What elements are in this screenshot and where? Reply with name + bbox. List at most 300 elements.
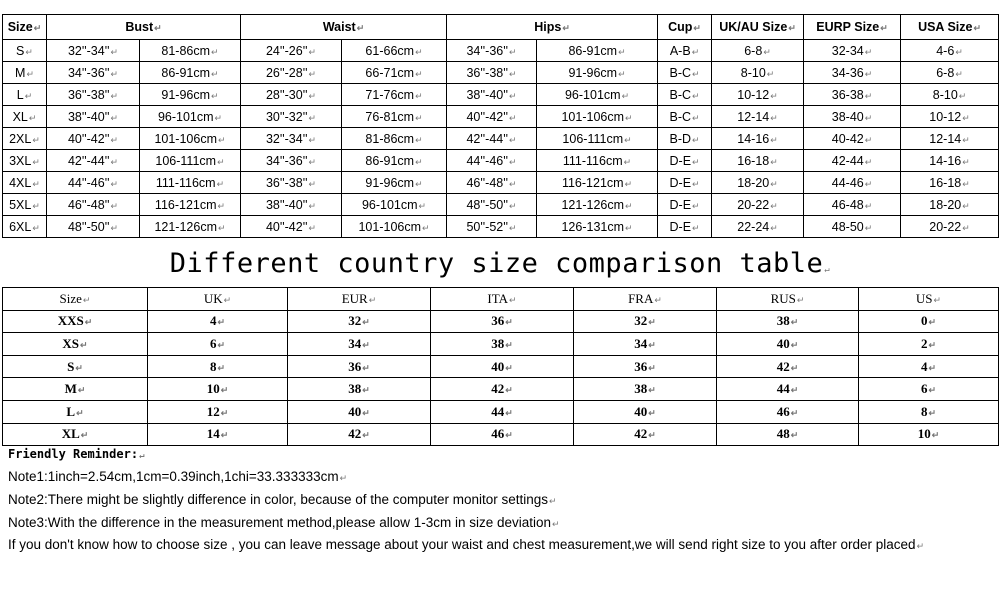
table-cell <box>3 128 47 150</box>
table-cell-text: 4 <box>209 313 217 329</box>
paragraph-mark: ↵ <box>931 430 940 441</box>
table-cell <box>712 216 804 238</box>
paragraph-mark: ↵ <box>692 222 700 233</box>
table-cell <box>574 423 717 446</box>
table-row <box>3 216 999 238</box>
table-cell <box>342 216 447 238</box>
table-cell-text: 81-86cm <box>161 43 211 58</box>
header-waist <box>241 15 447 40</box>
table-cell <box>712 62 804 84</box>
table-cell <box>3 400 148 423</box>
paragraph-mark: ↵ <box>692 178 700 189</box>
table-cell <box>288 355 431 378</box>
header-eur <box>288 288 431 311</box>
table-row <box>3 128 999 150</box>
table-cell-text: 101-106cm <box>358 219 422 234</box>
table-cell-text: 61-66cm <box>365 43 415 58</box>
table-cell <box>47 150 140 172</box>
table-cell-text: 0 <box>920 313 928 329</box>
paragraph-mark: ↵ <box>624 178 633 189</box>
table-cell-text: 18-20 <box>929 197 962 212</box>
table-cell-text: 14-16 <box>929 153 962 168</box>
table-cell <box>901 194 999 216</box>
paragraph-mark: ↵ <box>509 294 517 305</box>
table-cell <box>658 216 712 238</box>
table-cell <box>140 84 241 106</box>
table-cell <box>804 150 901 172</box>
table-cell <box>342 150 447 172</box>
paragraph-mark: ↵ <box>962 222 970 233</box>
table-cell-text: 18-20 <box>737 175 770 190</box>
paragraph-mark: ↵ <box>308 90 317 101</box>
table-cell <box>3 310 148 333</box>
table-cell <box>288 378 431 401</box>
paragraph-mark: ↵ <box>625 222 633 233</box>
paragraph-mark: ↵ <box>790 317 799 328</box>
paragraph-mark: ↵ <box>362 430 370 441</box>
table-cell <box>804 172 901 194</box>
table-cell <box>447 84 537 106</box>
table-cell <box>537 128 658 150</box>
paragraph-mark: ↵ <box>80 339 88 350</box>
table-cell-text: 38''-40'' <box>466 87 509 102</box>
header-usa-size <box>901 15 999 40</box>
paragraph-mark: ↵ <box>864 68 873 79</box>
table-cell-text: 34-36 <box>831 65 864 80</box>
table-cell <box>431 400 574 423</box>
table-cell <box>859 355 999 378</box>
paragraph-mark: ↵ <box>618 46 626 57</box>
table-cell <box>537 150 658 172</box>
table-cell-text: 40 <box>776 335 790 351</box>
paragraph-mark: ↵ <box>790 407 799 418</box>
table-cell-text: 96-101cm <box>361 197 418 212</box>
table-cell-text: S <box>16 43 25 58</box>
table-cell-text: 6XL <box>9 219 32 234</box>
table-cell-text: 101-106cm <box>154 131 217 146</box>
header-uk <box>148 288 288 311</box>
table-cell-text: 38 <box>491 335 505 351</box>
table-cell <box>712 106 804 128</box>
table-cell <box>712 172 804 194</box>
table-cell-text: 48''-50'' <box>466 197 509 212</box>
paragraph-mark: ↵ <box>110 90 119 101</box>
table-cell <box>804 84 901 106</box>
paragraph-mark: ↵ <box>308 134 317 145</box>
table-cell <box>447 172 537 194</box>
table-cell-text: 40 <box>348 403 362 419</box>
paragraph-mark: ↵ <box>415 68 423 79</box>
table-cell <box>901 128 999 150</box>
table-cell <box>447 106 537 128</box>
paragraph-mark: ↵ <box>110 68 119 79</box>
paragraph-mark: ↵ <box>880 23 888 33</box>
header-us <box>859 288 999 311</box>
table-cell-text: 38 <box>776 313 790 329</box>
paragraph-mark: ↵ <box>28 112 37 123</box>
table-cell <box>3 150 47 172</box>
table-cell-text: 42 <box>348 426 362 442</box>
table-cell-text: B-C <box>669 109 692 124</box>
paragraph-mark: ↵ <box>692 112 700 123</box>
table-cell-text: 48-50 <box>831 219 864 234</box>
table-cell-text: 42 <box>634 426 648 442</box>
paragraph-mark: ↵ <box>110 200 119 211</box>
table-cell-text: XS <box>62 335 80 351</box>
table-cell <box>717 355 859 378</box>
paragraph-mark: ↵ <box>509 68 517 79</box>
table-cell-text: D-E <box>669 175 692 190</box>
paragraph-mark: ↵ <box>362 362 370 373</box>
paragraph-mark: ↵ <box>509 46 517 57</box>
table-cell <box>148 310 288 333</box>
table-cell <box>717 423 859 446</box>
paragraph-mark: ↵ <box>216 178 225 189</box>
table-cell-text: 106-111cm <box>562 131 624 146</box>
paragraph-mark: ↵ <box>648 317 656 328</box>
paragraph-mark: ↵ <box>26 68 34 79</box>
table-row <box>3 355 999 378</box>
table-cell <box>901 106 999 128</box>
table-row <box>3 310 999 333</box>
paragraph-mark: ↵ <box>84 317 93 328</box>
table-cell-text: 38''-40'' <box>265 197 308 212</box>
paragraph-mark: ↵ <box>770 178 778 189</box>
table-cell-text: S <box>67 358 75 374</box>
paragraph-mark: ↵ <box>509 200 517 211</box>
paragraph-mark: ↵ <box>766 68 775 79</box>
table-cell-text: 38 <box>348 381 362 397</box>
header-uk-text: UK <box>203 290 223 306</box>
table-row <box>3 40 999 62</box>
paragraph-mark: ↵ <box>692 134 700 145</box>
table-cell-text: 96-101cm <box>564 87 621 102</box>
table-cell-text: 44 <box>491 403 505 419</box>
paragraph-mark: ↵ <box>692 90 700 101</box>
table-cell <box>574 378 717 401</box>
table-cell <box>3 333 148 356</box>
table-cell <box>140 216 241 238</box>
paragraph-mark: ↵ <box>623 156 632 167</box>
paragraph-mark: ↵ <box>624 134 632 145</box>
table-cell-text: D-E <box>669 197 692 212</box>
table-cell-text: 8-10 <box>740 65 766 80</box>
paragraph-mark: ↵ <box>415 112 423 123</box>
table-cell <box>241 150 342 172</box>
table-cell <box>3 355 148 378</box>
header-hips <box>447 15 658 40</box>
table-cell-text: 91-96cm <box>568 65 618 80</box>
paragraph-mark: ↵ <box>368 294 377 305</box>
table-cell-text: 10-12 <box>929 109 962 124</box>
table-cell-text: B-C <box>669 87 692 102</box>
table-cell <box>658 40 712 62</box>
table-cell-text: XL <box>12 109 28 124</box>
table-cell-text: 42''-44'' <box>67 153 110 168</box>
table-cell <box>431 378 574 401</box>
table-cell-text: B-C <box>669 65 692 80</box>
paragraph-mark: ↵ <box>362 385 370 396</box>
paragraph-mark: ↵ <box>110 178 119 189</box>
table-cell <box>717 400 859 423</box>
paragraph-mark: ↵ <box>110 134 119 145</box>
paragraph-mark: ↵ <box>824 265 831 275</box>
paragraph-mark: ↵ <box>422 222 430 233</box>
table-cell <box>3 84 47 106</box>
table-cell-text: 46''-48'' <box>67 197 110 212</box>
paragraph-mark: ↵ <box>790 385 799 396</box>
paragraph-mark: ↵ <box>217 156 225 167</box>
paragraph-mark: ↵ <box>962 200 970 211</box>
paragraph-mark: ↵ <box>211 90 219 101</box>
table-cell <box>288 333 431 356</box>
table-cell-text: D-E <box>669 219 692 234</box>
table-cell <box>3 423 148 446</box>
table-cell-text: 42 <box>491 381 505 397</box>
table-cell-text: 8 <box>209 358 217 374</box>
table-cell-text: 86-91cm <box>365 153 415 168</box>
paragraph-mark: ↵ <box>962 112 970 123</box>
paragraph-mark: ↵ <box>928 407 937 418</box>
paragraph-mark: ↵ <box>691 46 700 57</box>
paragraph-mark: ↵ <box>415 46 423 57</box>
header-bust-text: Bust <box>125 20 154 34</box>
table-cell-text: 4 <box>920 358 928 374</box>
table-cell-text: XL <box>61 426 80 442</box>
table-cell-text: 8-10 <box>932 87 958 102</box>
paragraph-mark: ↵ <box>864 200 873 211</box>
table-cell-text: 32-34 <box>831 43 864 58</box>
table-cell <box>804 128 901 150</box>
table-cell-text: 28''-30'' <box>265 87 308 102</box>
paragraph-mark: ↵ <box>82 294 91 305</box>
table-cell-text: A-B <box>669 43 691 58</box>
paragraph-mark: ↵ <box>110 112 119 123</box>
table-cell-text: 44''-46'' <box>466 153 509 168</box>
note-4: If you don't know how to choose size , you can leave message about your waist and chest measurement,we will send right size to you after order placed <box>8 537 916 552</box>
comparison-table <box>2 287 999 446</box>
table-cell-text: 66-71cm <box>365 65 415 80</box>
paragraph-mark: ↵ <box>621 90 630 101</box>
table-cell <box>804 106 901 128</box>
paragraph-mark: ↵ <box>214 112 223 123</box>
paragraph-mark: ↵ <box>654 294 662 305</box>
table-row <box>3 194 999 216</box>
paragraph-mark: ↵ <box>32 156 40 167</box>
paragraph-mark: ↵ <box>928 339 937 350</box>
table-cell <box>859 378 999 401</box>
table-cell <box>140 128 241 150</box>
table-cell <box>574 400 717 423</box>
table-cell-text: 126-131cm <box>561 219 625 234</box>
table-cell-text: 46''-48'' <box>466 175 509 190</box>
table-cell <box>859 310 999 333</box>
paragraph-mark: ↵ <box>415 134 423 145</box>
paragraph-mark: ↵ <box>308 68 317 79</box>
table-cell <box>859 423 999 446</box>
table-cell-text: 16-18 <box>737 153 770 168</box>
header-eur-text: EUR <box>341 290 368 306</box>
table-cell <box>658 194 712 216</box>
paragraph-mark: ↵ <box>625 112 633 123</box>
table-cell <box>717 378 859 401</box>
table-cell-text: D-E <box>669 153 692 168</box>
table-cell-text: 6 <box>209 335 217 351</box>
table-cell <box>148 333 288 356</box>
table-cell-text: 3XL <box>9 153 32 168</box>
table-cell-text: 38-40 <box>831 109 864 124</box>
table-cell-text: 2 <box>920 335 928 351</box>
comparison-header-row <box>3 288 999 311</box>
paragraph-mark: ↵ <box>25 46 33 57</box>
header-uk-au-size-text: UK/AU Size <box>719 20 788 34</box>
table-cell <box>901 216 999 238</box>
paragraph-mark: ↵ <box>110 156 119 167</box>
header-fra-text: FRA <box>628 290 654 306</box>
table-cell-text: 101-106cm <box>561 109 625 124</box>
table-cell <box>3 40 47 62</box>
table-cell <box>148 355 288 378</box>
table-cell <box>148 378 288 401</box>
table-cell <box>288 310 431 333</box>
paragraph-mark: ↵ <box>692 68 700 79</box>
table-cell-text: 12-14 <box>737 109 770 124</box>
table-cell-text: 6-8 <box>744 43 763 58</box>
note-3: Note3:With the difference in the measurement method,please allow 1-3cm in size deviation <box>8 515 552 530</box>
paragraph-mark: ↵ <box>770 222 778 233</box>
paragraph-mark: ↵ <box>217 339 226 350</box>
table-cell <box>447 194 537 216</box>
table-cell-text: 36-38 <box>831 87 864 102</box>
table-cell-text: 40 <box>634 403 648 419</box>
table-cell <box>537 84 658 106</box>
paragraph-mark: ↵ <box>356 23 365 33</box>
table-cell-text: 30''-32'' <box>265 109 308 124</box>
table-cell-text: 34 <box>634 335 648 351</box>
paragraph-mark: ↵ <box>32 134 40 145</box>
paragraph-mark: ↵ <box>505 362 513 373</box>
paragraph-mark: ↵ <box>625 200 633 211</box>
paragraph-mark: ↵ <box>770 112 778 123</box>
table-cell <box>712 194 804 216</box>
table-cell <box>342 194 447 216</box>
table-cell <box>3 172 47 194</box>
table-cell <box>140 172 241 194</box>
paragraph-mark: ↵ <box>958 90 967 101</box>
paragraph-mark: ↵ <box>770 200 778 211</box>
table-cell <box>901 150 999 172</box>
table-cell-text: 32 <box>634 313 648 329</box>
table-cell-text: 20-22 <box>737 197 770 212</box>
notes-section: Friendly Reminder:↵ Note1:1inch=2.54cm,1cm=0.39inch,1chi=33.333333cm↵ Note2:There might be slightly difference in color, because of the computer monitor settings↵ Note3:With the difference in the measurement method,please allow 1-3cm in size deviation↵ If you don't know how to choose size , you can leave message about your waist and chest measurement,we will send right size to you after order placed↵ <box>8 447 925 552</box>
paragraph-mark: ↵ <box>308 112 317 123</box>
paragraph-mark: ↵ <box>864 90 873 101</box>
table-cell <box>859 400 999 423</box>
paragraph-mark: ↵ <box>415 90 423 101</box>
table-cell <box>447 150 537 172</box>
paragraph-mark: ↵ <box>308 46 317 57</box>
paragraph-mark: ↵ <box>308 156 317 167</box>
paragraph-mark: ↵ <box>509 156 517 167</box>
paragraph-mark: ↵ <box>618 68 626 79</box>
table-cell-text: 4-6 <box>936 43 955 58</box>
table-cell <box>241 128 342 150</box>
table-cell-text: 48''-50'' <box>67 219 110 234</box>
paragraph-mark: ↵ <box>220 430 229 441</box>
measurement-header-row <box>3 15 999 40</box>
table-row <box>3 333 999 356</box>
table-cell-text: 121-126cm <box>561 197 625 212</box>
table-cell-text: 32''-34'' <box>67 43 110 58</box>
table-cell-text: B-D <box>669 131 692 146</box>
table-cell <box>901 40 999 62</box>
table-cell <box>447 128 537 150</box>
table-cell <box>47 216 140 238</box>
paragraph-mark: ↵ <box>509 134 517 145</box>
paragraph-mark: ↵ <box>864 112 873 123</box>
table-cell-text: 22-24 <box>737 219 770 234</box>
header-size-text: Size <box>59 290 82 306</box>
paragraph-mark: ↵ <box>76 407 84 418</box>
header-cup-text: Cup <box>668 20 693 34</box>
table-cell-text: XXS <box>57 313 84 329</box>
table-cell <box>537 216 658 238</box>
table-cell-text: 46 <box>491 426 505 442</box>
table-cell-text: 86-91cm <box>568 43 618 58</box>
paragraph-mark: ↵ <box>505 407 513 418</box>
table-cell <box>717 333 859 356</box>
table-cell-text: 5XL <box>9 197 32 212</box>
table-cell <box>140 150 241 172</box>
paragraph-mark: ↵ <box>648 339 656 350</box>
paragraph-mark: ↵ <box>692 156 700 167</box>
table-cell <box>241 216 342 238</box>
table-cell-text: 111-116cm <box>155 175 216 190</box>
table-cell <box>47 172 140 194</box>
table-cell-text: 32 <box>348 313 362 329</box>
table-row <box>3 378 999 401</box>
table-cell-text: 40''-42'' <box>466 109 509 124</box>
table-row <box>3 62 999 84</box>
table-cell-text: 10-12 <box>737 87 770 102</box>
header-hips-text: Hips <box>534 20 562 34</box>
paragraph-mark: ↵ <box>933 294 942 305</box>
table-cell <box>658 150 712 172</box>
table-cell-text: 36 <box>634 358 648 374</box>
table-cell <box>447 40 537 62</box>
paragraph-mark: ↵ <box>218 222 226 233</box>
paragraph-mark: ↵ <box>790 362 799 373</box>
table-row <box>3 400 999 423</box>
paragraph-mark: ↵ <box>562 23 570 33</box>
table-row <box>3 84 999 106</box>
table-cell-text: 16-18 <box>929 175 962 190</box>
paragraph-mark: ↵ <box>308 222 317 233</box>
table-cell <box>288 423 431 446</box>
table-cell <box>342 106 447 128</box>
paragraph-mark: ↵ <box>220 385 229 396</box>
table-cell <box>431 333 574 356</box>
table-cell <box>342 62 447 84</box>
table-cell-text: 36''-38'' <box>67 87 110 102</box>
table-cell-text: 42 <box>776 358 790 374</box>
table-cell <box>342 128 447 150</box>
table-cell <box>288 400 431 423</box>
paragraph-mark: ↵ <box>509 112 517 123</box>
paragraph-mark: ↵ <box>308 200 317 211</box>
table-cell-text: 10 <box>206 381 220 397</box>
table-cell <box>140 194 241 216</box>
